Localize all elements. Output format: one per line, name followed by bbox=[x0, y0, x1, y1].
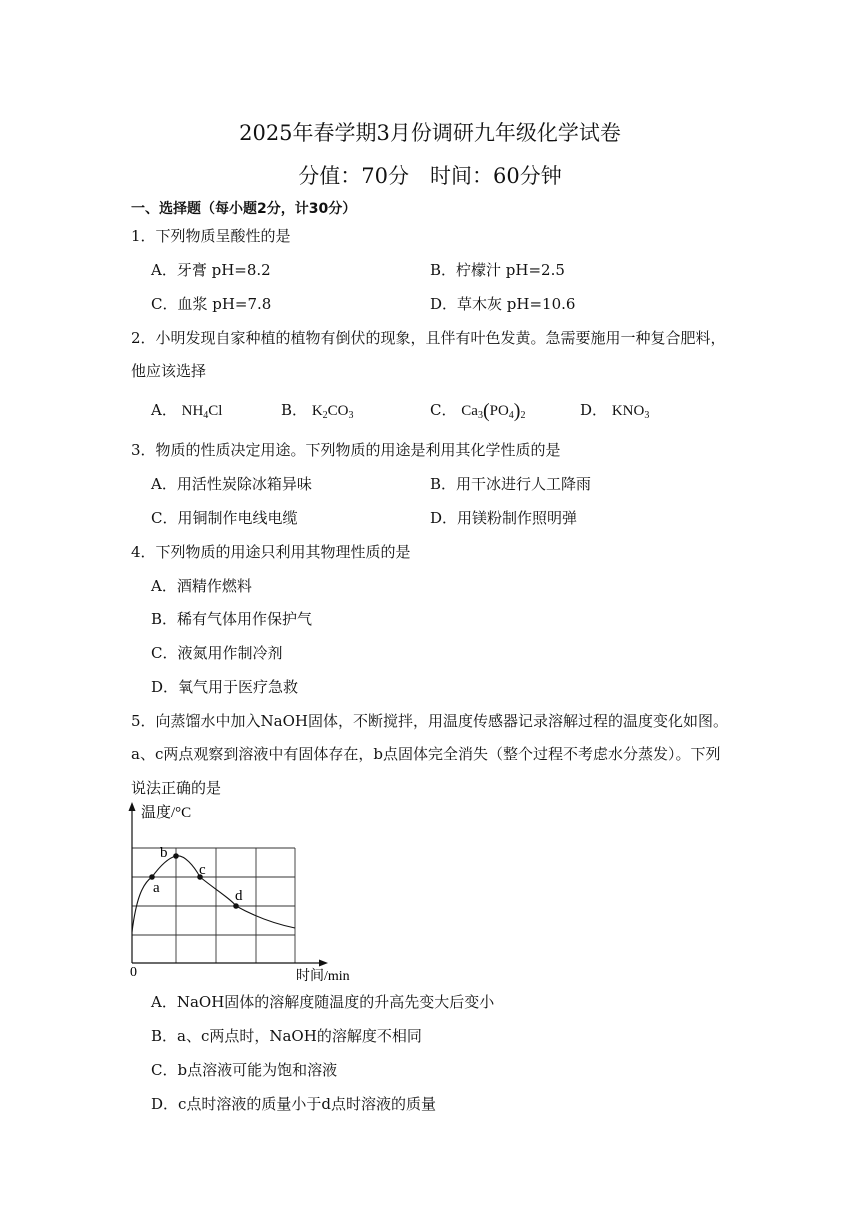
temperature-chart bbox=[120, 800, 370, 985]
section-heading: 一、选择题（每小题2分，计30分） bbox=[131, 201, 357, 217]
question-3-option-d: D．用镁粉制作照明弹 bbox=[430, 509, 578, 527]
option-label: C． bbox=[430, 401, 457, 419]
question-4-option-d: D．氧气用于医疗急救 bbox=[151, 678, 299, 696]
option-label: D． bbox=[580, 401, 608, 419]
origin-label: 0 bbox=[130, 965, 137, 980]
formula-k2co3: $K_2CO_3$ bbox=[311, 403, 354, 421]
point-label-a: a bbox=[153, 880, 160, 896]
question-4-option-a: A．酒精作燃料 bbox=[151, 577, 252, 595]
point-label-b: b bbox=[160, 845, 168, 861]
question-4-option-b: B．稀有气体用作保护气 bbox=[151, 610, 313, 628]
question-2-option-a bbox=[151, 399, 222, 420]
question-5-stem-line2: a、c两点观察到溶液中有固体存在，b点固体完全消失（整个过程不考虑水分蒸发）。下列 bbox=[131, 745, 721, 763]
question-5-option-b: B．a、c两点时，NaOH的溶解度不相同 bbox=[151, 1027, 422, 1045]
exam-title: 2025年春学期3月份调研九年级化学试卷 bbox=[239, 121, 621, 145]
y-axis-arrow bbox=[129, 802, 136, 811]
question-1-option-c: C．血浆 pH=7.8 bbox=[151, 295, 272, 313]
x-axis-arrow bbox=[319, 960, 328, 967]
question-1-stem: 1．下列物质呈酸性的是 bbox=[131, 227, 291, 245]
question-5-option-c: C．b点溶液可能为饱和溶液 bbox=[151, 1061, 338, 1079]
question-2-stem-line2: 他应该选择 bbox=[131, 362, 207, 380]
question-5-stem-line3: 说法正确的是 bbox=[131, 779, 222, 797]
question-2-stem-line1: 2．小明发现自家种植的植物有倒伏的现象，且伴有叶色发黄。急需要施用一种复合肥料， bbox=[131, 329, 726, 347]
point-label-c: c bbox=[199, 862, 206, 878]
question-3-stem: 3．物质的性质决定用途。下列物质的用途是利用其化学性质的是 bbox=[131, 441, 561, 459]
question-3-option-c: C．用铜制作电线电缆 bbox=[151, 509, 298, 527]
question-4-stem: 4．下列物质的用途只利用其物理性质的是 bbox=[131, 543, 411, 561]
question-3-option-b: B．用干冰进行人工降雨 bbox=[430, 475, 592, 493]
exam-subtitle: 分值：70分 时间：60分钟 bbox=[298, 164, 562, 188]
point-a bbox=[149, 874, 155, 880]
question-5-option-a: A．NaOH固体的溶解度随温度的升高先变大后变小 bbox=[151, 993, 495, 1011]
question-2-option-d bbox=[580, 399, 649, 420]
x-axis-label: 时间/min bbox=[296, 969, 350, 984]
question-3-option-a: A．用活性炭除冰箱异味 bbox=[151, 475, 312, 493]
y-axis-label: 温度/°C bbox=[141, 805, 192, 821]
formula-nh4cl: $NH_4Cl$ bbox=[181, 403, 223, 421]
question-5-stem-line1: 5．向蒸馏水中加入NaOH固体，不断搅拌，用温度传感器记录溶解过程的温度变化如图。 bbox=[131, 712, 728, 730]
question-5-option-d: D．c点时溶液的质量小于d点时溶液的质量 bbox=[151, 1095, 437, 1113]
question-1-option-b: B．柠檬汁 pH=2.5 bbox=[430, 261, 565, 279]
question-4-option-c: C．液氮用作制冷剂 bbox=[151, 644, 283, 662]
question-2-option-b bbox=[281, 399, 354, 420]
option-label: A． bbox=[151, 401, 177, 419]
chart-grid bbox=[132, 848, 295, 963]
question-2-option-c bbox=[430, 399, 525, 423]
option-label: B． bbox=[281, 401, 308, 419]
formula-ca3po42: $Ca_3(PO_4)_2$ bbox=[461, 400, 526, 422]
formula-kno3: $KNO_3$ bbox=[611, 403, 650, 421]
question-1-option-d: D．草木灰 pH=10.6 bbox=[430, 295, 576, 313]
question-1-option-a: A．牙膏 pH=8.2 bbox=[151, 261, 271, 279]
point-label-d: d bbox=[235, 888, 243, 904]
point-b bbox=[173, 853, 179, 859]
point-d bbox=[233, 903, 239, 909]
